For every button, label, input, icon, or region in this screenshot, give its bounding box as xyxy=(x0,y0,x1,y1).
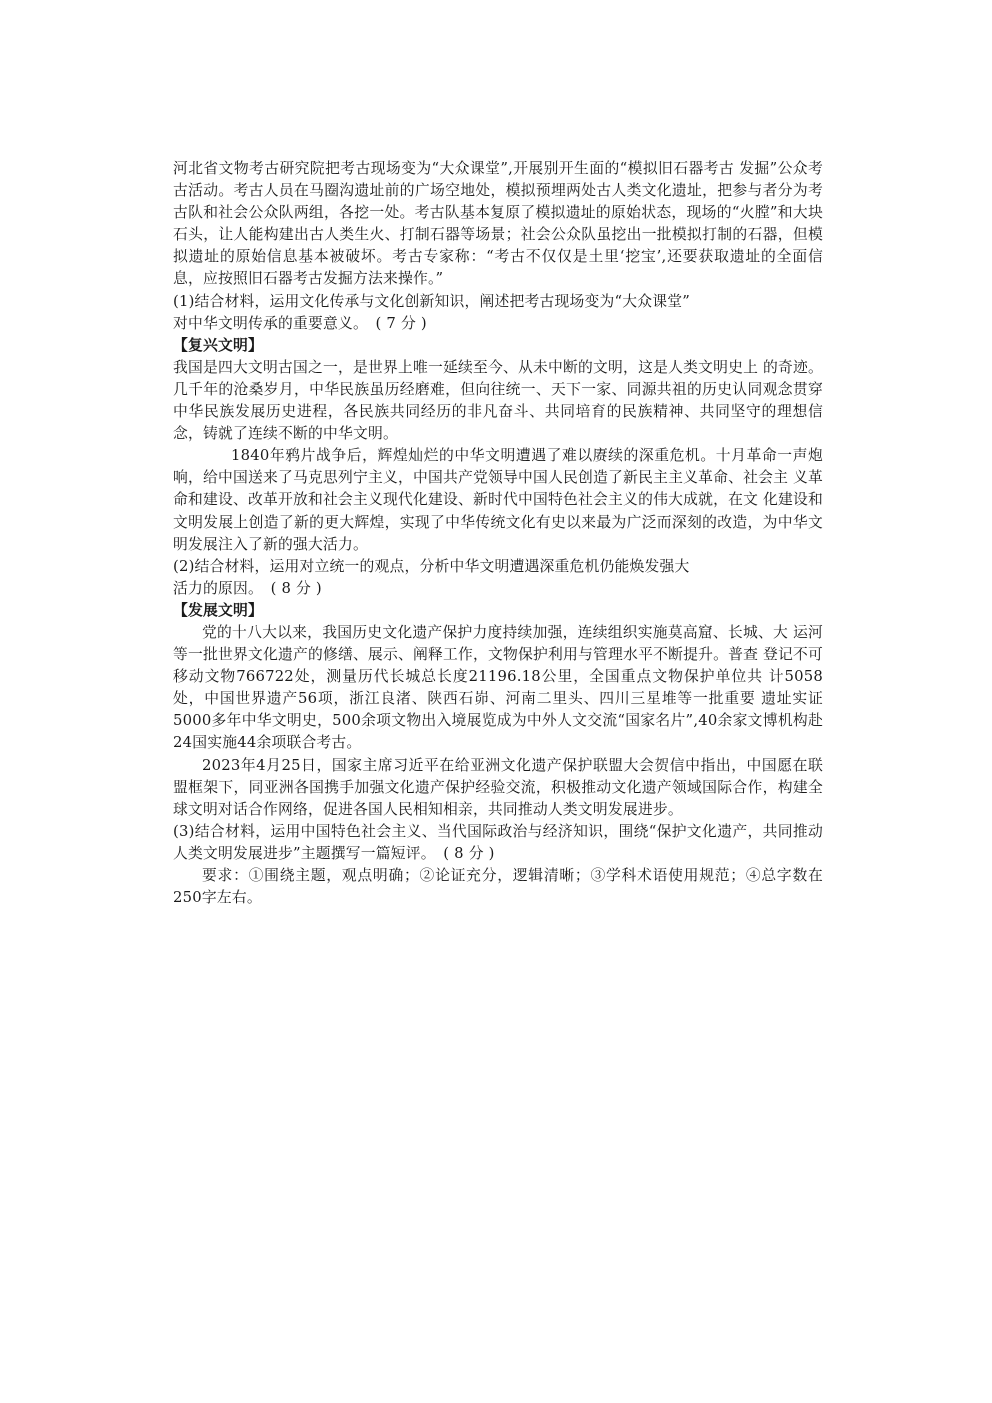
question-3: (3)结合材料，运用中国特色社会主义、当代国际政治与经济知识，围绕“保护文化遗产，共同推动人类文明发展进步”主题撰写一篇短评。 ( 8 分 ) xyxy=(173,822,823,862)
development-paragraph-2: 2023年4月25日，国家主席习近平在给亚洲文化遗产保护联盟大会贺信中指出，中国愿在联盟框架下，同亚洲各国携手加强文化遗产保护经验交流，积极推动文化遗产领域国际合作，构建全球文明对话合作网络，促进各国人民相知相亲，共同推动人类文明发展进步。 xyxy=(173,756,823,818)
revival-paragraph-2: 1840年鸦片战争后，辉煌灿烂的中华文明遭遇了难以赓续的深重危机。十月革命一声炮 响，给中国送来了马克思列宁主义，中国共产党领导中国人民创造了新民主主义革命、社会主 义革命和建设、改革开放和社会主义现代化建设、新时代中国特色社会主义的伟大成就，在文 化建设和文明发展上创造了新的更大辉煌，实现了中华传统文化有史以来最为广泛而深刻的改造，为中华文明发展注入了新的强大活力。 xyxy=(173,447,823,553)
question-3-requirements: 要求：①围绕主题，观点明确；②论证充分，逻辑清晰；③学科术语使用规范；④总字数在250字左右。 xyxy=(173,867,823,907)
section-heading-development: 【发展文明】 xyxy=(173,601,263,619)
exam-page xyxy=(173,158,823,909)
revival-paragraph-1: 我国是四大文明古国之一，是世界上唯一延续至今、从未中断的文明，这是人类文明史上 的奇迹。几千年的沧桑岁月，中华民族虽历经磨难，但向往统一、天下一家、同源共祖的历史认同观念贯穿中华民族发展历史进程，各民族共同经历的非凡奋斗、共同培育的民族精神、共同坚守的理想信念，铸就了连续不断的中华文明。 xyxy=(173,358,823,443)
development-paragraph-1: 党的十八大以来，我国历史文化遗产保护力度持续加强，连续组织实施莫高窟、长城、大 运河等一批世界文化遗产的修缮、展示、阐释工作，文物保护利用与管理水平不断提升。普查 登记不可移动文物766722处，测量历代长城总长度21196.18公里，全国重点文物保护单位共 计5058处，中国世界遗产56项，浙江良渚、陕西石峁、河南二里头、四川三星堆等一批重要 遗址实证5000多年中华文明史，500余项文物出入境展览成为中外人文交流“国家名片”,40余家文博机构赴24国实施44余项联合考古。 xyxy=(173,623,823,752)
question-2-line-1: (2)结合材料，运用对立统一的观点，分析中华文明遭遇深重危机仍能焕发强大 xyxy=(173,557,690,575)
question-1-line-2: 对中华文明传承的重要意义。 ( 7 分 ) xyxy=(173,314,427,332)
question-2-line-2: 活力的原因。 ( 8 分 ) xyxy=(173,579,322,597)
material-1-text: 河北省文物考古研究院把考古现场变为“大众课堂”,开展别开生面的“模拟旧石器考古 发掘”公众考古活动。考古人员在马圈沟遗址前的广场空地处，模拟预埋两处古人类文化遗址，把参与者分为考古队和社会公众队两组，各挖一处。考古队基本复原了模拟遗址的原始状态，现场的“火膛”和大块石头，让人能构建出古人类生火、打制石器等场景；社会公众队虽挖出一批模拟打制的石器，但模拟遗址的原始信息基本被破坏。考古专家称：“考古不仅仅是土里‘挖宝’,还要获取遗址的全面信息，应按照旧石器考古发掘方法来操作。” xyxy=(173,160,823,288)
section-heading-revival: 【复兴文明】 xyxy=(173,336,263,354)
question-1-line-1: (1)结合材料，运用文化传承与文化创新知识，阐述把考古现场变为“大众课堂” xyxy=(173,292,690,310)
